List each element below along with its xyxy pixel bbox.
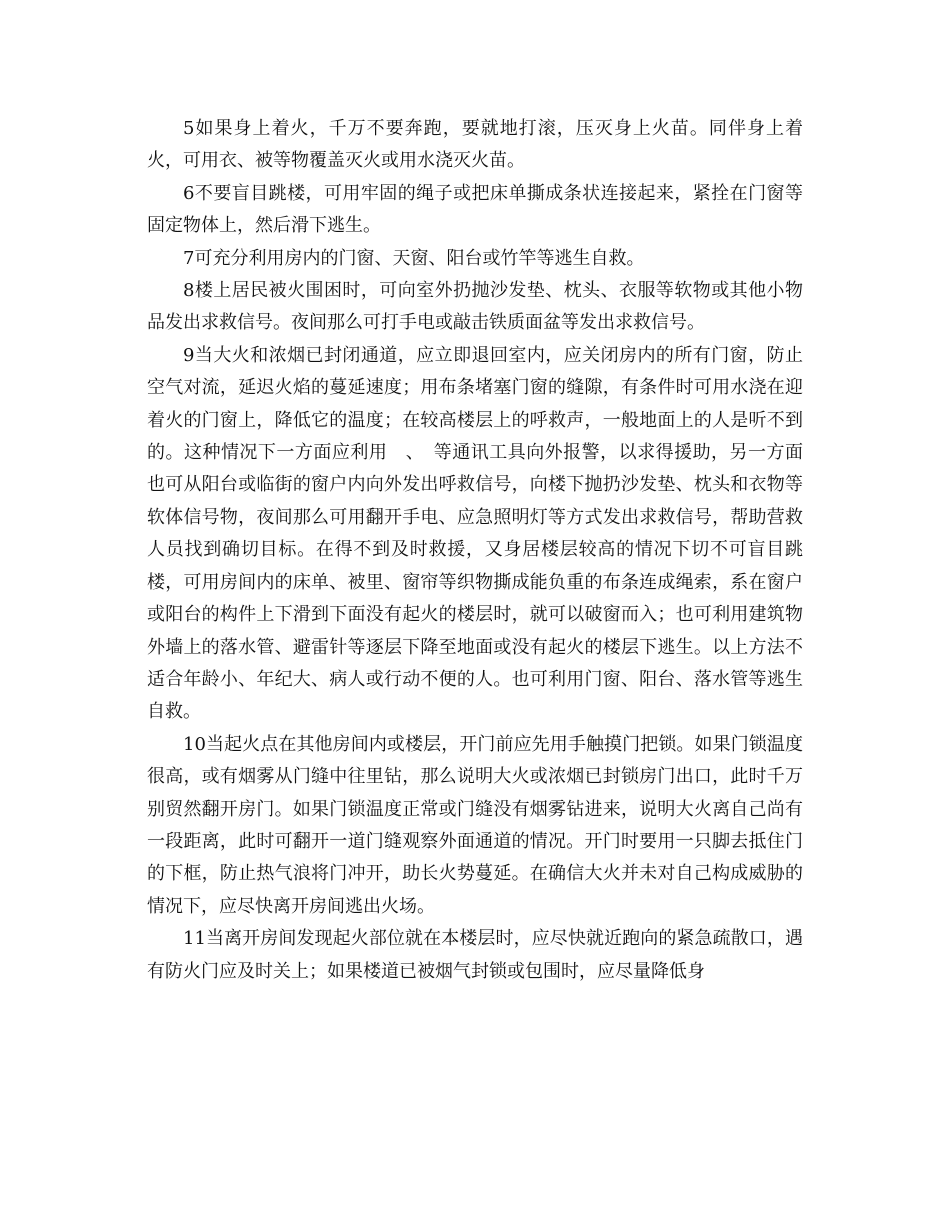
paragraph-10: 10当起火点在其他房间内或楼层，开门前应先用手触摸门把锁。如果门锁温度很高，或有烟雾从门缝中往里钻，那么说明大火或浓烟已封锁房门出口，此时千万别贸然翻开房门。如果门锁温度正常或门缝没有烟雾钻进来，说明大火离自己尚有一段距离，此时可翻开一道门缝观察外面通道的情况。开门时要用一只脚去抵住门的下框，防止热气浪将门冲开，助长火势蔓延。在确信大火并未对自己构成威胁的情况下，应尽快离开房间逃出火场。 (147, 733, 803, 917)
paragraph-9: 9当大火和浓烟已封闭通道，应立即退回室内，应关闭房内的所有门窗，防止空气对流，延迟火焰的蔓延速度；用布条堵塞门窗的缝隙，有条件时可用水浇在迎着火的门窗上，降低它的温度；在较高楼层上的呼救声，一般地面上的人是听不到的。这种情况下一方面应利用 、 等通讯工具向外报警，以求得援助，另一方面也可从阳台或临街的窗户内向外发出呼救信号，向楼下抛扔沙发垫、枕头和衣物等软体信号物，夜间那么可用翻开手电、应急照明灯等方式发出求救信号，帮助营救人员找到确切目标。在得不到及时救援，又身居楼层较高的情况下切不可盲目跳楼，可用房间内的床单、被里、窗帘等织物撕成能负重的布条连成绳索，系在窗户或阳台的构件上下滑到下面没有起火的楼层时，就可以破窗而入；也可利用建筑物外墙上的落水管、避雷针等逐层下降至地面或没有起火的楼层下逃生。以上方法不适合年龄小、年纪大、病人或行动不便的人。也可利用门窗、阳台、落水管等逃生自救。 (147, 344, 803, 723)
paragraph-6: 6不要盲目跳楼，可用牢固的绳子或把床单撕成条状连接起来，紧拴在门窗等固定物体上，然后滑下逃生。 (147, 182, 803, 237)
paragraph-7: 7可充分利用房内的门窗、天窗、阳台或竹竿等逃生自救。 (183, 247, 645, 269)
paragraph-5: 5如果身上着火，千万不要奔跑，要就地打滚，压灭身上火苗。同伴身上着火，可用衣、被等物覆盖灭火或用水浇灭火苗。 (147, 118, 803, 172)
paragraph-8: 8楼上居民被火围困时，可向室外扔抛沙发垫、枕头、衣服等软物或其他小物品发出求救信号。夜间那么可打手电或敲击铁质面盆等发出求救信号。 (147, 280, 803, 334)
document-body (147, 113, 803, 988)
paragraph-11: 11当离开房间发现起火部位就在本楼层时，应尽快就近跑向的紧急疏散口，遇有防火门应及时关上；如果楼道已被烟气封锁或包围时，应尽量降低身 (147, 928, 803, 982)
